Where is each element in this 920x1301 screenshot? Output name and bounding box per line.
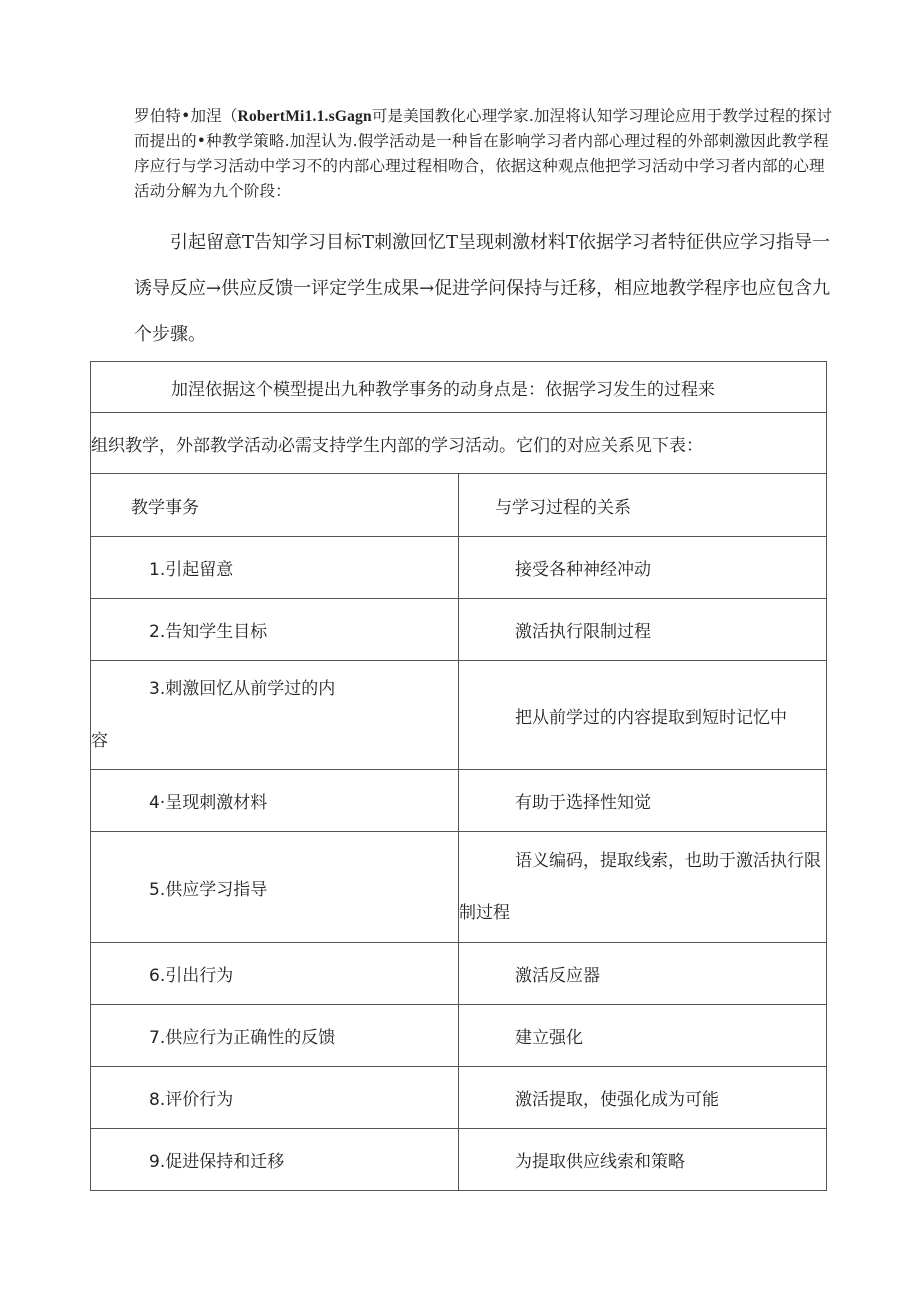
- intro-prefix: 罗伯特•加涅（: [134, 107, 238, 125]
- relation-cell-line2: 制过程: [459, 903, 510, 923]
- intro-text: 可是美国教化心理学家.加涅将认知学习理论应用于教学过程的探讨而提出的•种教学策略.加涅认为.假学活动是一种旨在影响学习者内部心理过程的外部刺激因此教学程序应行与学习活动中学习不的内部心理过程相吻合，依据这种观点他把学习活动中学习者内部的心理活动分解为九个阶段：: [134, 107, 833, 200]
- table-row: [91, 1067, 827, 1129]
- relation-cell: 有助于选择性知觉: [459, 770, 827, 832]
- event-cell: 4·呈现刺激材料: [91, 770, 459, 832]
- relation-cell: 激活提取，使强化成为可能: [459, 1067, 827, 1129]
- event-cell-line2: 容: [91, 731, 108, 751]
- event-cell: 1.引起留意: [91, 537, 459, 599]
- event-cell: 6.引出行为: [91, 943, 459, 1005]
- event-cell: 8.评价行为: [91, 1067, 459, 1129]
- table-row: [91, 1005, 827, 1067]
- event-cell: 7.供应行为正确性的反馈: [91, 1005, 459, 1067]
- intro-paragraph: [134, 104, 834, 204]
- relation-cell: 建立强化: [459, 1005, 827, 1067]
- relation-cell: 激活反应器: [459, 943, 827, 1005]
- relation-cell: 激活执行限制过程: [459, 599, 827, 661]
- table-row: [91, 661, 827, 770]
- intro-author-name: RobertMi1.1.sGagn: [237, 108, 372, 125]
- table-caption-row-2: [91, 413, 827, 474]
- relation-cell: [459, 832, 827, 943]
- table-row: [91, 537, 827, 599]
- learning-sequence-paragraph: 引起留意T告知学习目标T刺激回忆T呈现刺激材料T依据学习者特征供应学习指导一诱导反应→供应反馈一评定学生成果→促进学问保持与迁移，相应地教学程序也应包含九个步骤。: [134, 232, 831, 345]
- instruction-events-table: [90, 361, 827, 1191]
- table-row: [91, 770, 827, 832]
- relation-cell-line1: 语义编码，提取线索，也助于激活执行限: [515, 851, 821, 871]
- event-cell: 2.告知学生目标: [91, 599, 459, 661]
- relation-cell: 接受各种神经冲动: [459, 537, 827, 599]
- table-caption-line-2: 组织教学，外部教学活动必需支持学生内部的学习活动。它们的对应关系见下表：: [91, 413, 827, 474]
- table-row: [91, 943, 827, 1005]
- table-caption-row-1: [91, 362, 827, 413]
- relation-cell: 为提取供应线索和策略: [459, 1129, 827, 1191]
- table-header-row: [91, 474, 827, 537]
- table-row: [91, 599, 827, 661]
- event-cell: 5.供应学习指导: [91, 832, 459, 943]
- event-cell-line1: 3.刺激回忆从前学过的内: [149, 679, 336, 699]
- event-cell: [91, 661, 459, 770]
- table-row: [91, 1129, 827, 1191]
- table-caption-line-1: 加涅依据这个模型提出九种教学事务的动身点是：依据学习发生的过程来: [91, 362, 827, 413]
- header-event: 教学事务: [91, 474, 459, 537]
- event-cell: 9.促进保持和迁移: [91, 1129, 459, 1191]
- header-relation: 与学习过程的关系: [459, 474, 827, 537]
- relation-cell: 把从前学过的内容提取到短时记忆中: [459, 661, 827, 770]
- table-row: [91, 832, 827, 943]
